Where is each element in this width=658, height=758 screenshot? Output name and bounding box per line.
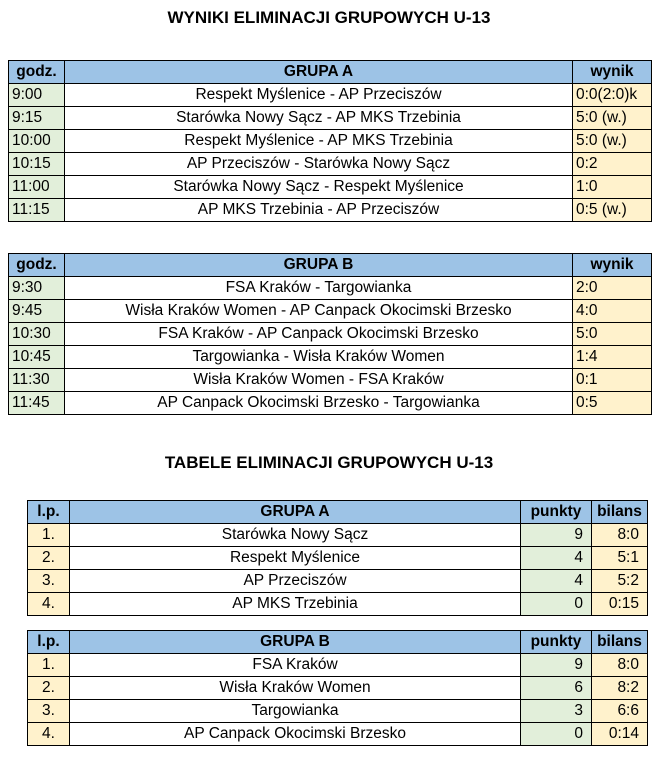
header-balance: bilans xyxy=(592,501,648,524)
match-time: 9:15 xyxy=(9,107,65,130)
team-name: FSA Kraków xyxy=(70,654,521,677)
table-row xyxy=(9,130,652,153)
match-teams: Wisła Kraków Women - FSA Kraków xyxy=(65,369,573,392)
match-time: 11:00 xyxy=(9,176,65,199)
header-position: l.p. xyxy=(28,501,70,524)
team-name: AP Przeciszów xyxy=(70,570,521,593)
points: 6 xyxy=(521,677,592,700)
table-header-row xyxy=(9,254,652,277)
group-b-matches-table xyxy=(8,253,652,415)
team-name: AP MKS Trzebinia xyxy=(70,593,521,616)
match-time: 10:30 xyxy=(9,323,65,346)
table-row xyxy=(9,107,652,130)
table-row xyxy=(9,392,652,415)
table-row xyxy=(9,84,652,107)
header-group: GRUPA A xyxy=(65,61,573,84)
points: 4 xyxy=(521,570,592,593)
match-teams: Starówka Nowy Sącz - Respekt Myślenice xyxy=(65,176,573,199)
match-result: 0:5 xyxy=(573,392,652,415)
table-header-row xyxy=(28,631,648,654)
goal-balance: 6:6 xyxy=(592,700,648,723)
position: 2. xyxy=(28,547,70,570)
points: 3 xyxy=(521,700,592,723)
points: 0 xyxy=(521,593,592,616)
match-result: 2:0 xyxy=(573,277,652,300)
header-points: punkty xyxy=(521,631,592,654)
match-teams: Targowianka - Wisła Kraków Women xyxy=(65,346,573,369)
points: 0 xyxy=(521,723,592,746)
table-header-row xyxy=(9,61,652,84)
table-row xyxy=(28,593,648,616)
match-result: 0:1 xyxy=(573,369,652,392)
match-result: 4:0 xyxy=(573,300,652,323)
match-teams: Wisła Kraków Women - AP Canpack Okocimski Brzesko xyxy=(65,300,573,323)
header-points: punkty xyxy=(521,501,592,524)
match-time: 10:15 xyxy=(9,153,65,176)
position: 1. xyxy=(28,524,70,547)
goal-balance: 8:0 xyxy=(592,524,648,547)
match-teams: Respekt Myślenice - AP MKS Trzebinia xyxy=(65,130,573,153)
position: 3. xyxy=(28,570,70,593)
header-position: l.p. xyxy=(28,631,70,654)
table-row xyxy=(28,524,648,547)
match-teams: Respekt Myślenice - AP Przeciszów xyxy=(65,84,573,107)
goal-balance: 8:2 xyxy=(592,677,648,700)
match-teams: AP Przeciszów - Starówka Nowy Sącz xyxy=(65,153,573,176)
points: 9 xyxy=(521,524,592,547)
header-time: godz. xyxy=(9,61,65,84)
position: 1. xyxy=(28,654,70,677)
table-row xyxy=(28,547,648,570)
team-name: Targowianka xyxy=(70,700,521,723)
table-row xyxy=(9,176,652,199)
match-result: 5:0 xyxy=(573,323,652,346)
table-row xyxy=(9,199,652,222)
match-result: 0:2 xyxy=(573,153,652,176)
table-row xyxy=(9,153,652,176)
match-result: 0:5 (w.) xyxy=(573,199,652,222)
match-teams: Starówka Nowy Sącz - AP MKS Trzebinia xyxy=(65,107,573,130)
team-name: Respekt Myślenice xyxy=(70,547,521,570)
match-teams: FSA Kraków - Targowianka xyxy=(65,277,573,300)
group-a-standings-table xyxy=(27,500,648,616)
tables-title: TABELE ELIMINACJI GRUPOWYCH U-13 xyxy=(164,453,494,472)
match-teams: FSA Kraków - AP Canpack Okocimski Brzesko xyxy=(65,323,573,346)
match-time: 11:30 xyxy=(9,369,65,392)
match-time: 11:15 xyxy=(9,199,65,222)
team-name: Starówka Nowy Sącz xyxy=(70,524,521,547)
header-group: GRUPA A xyxy=(70,501,521,524)
match-time: 10:00 xyxy=(9,130,65,153)
points: 4 xyxy=(521,547,592,570)
table-row xyxy=(28,723,648,746)
points: 9 xyxy=(521,654,592,677)
match-result: 1:0 xyxy=(573,176,652,199)
group-b-standings-table xyxy=(27,630,648,746)
header-result: wynik xyxy=(573,254,652,277)
goal-balance: 0:15 xyxy=(592,593,648,616)
header-group: GRUPA B xyxy=(70,631,521,654)
group-a-matches-table xyxy=(8,60,652,222)
position: 2. xyxy=(28,677,70,700)
match-time: 11:45 xyxy=(9,392,65,415)
header-time: godz. xyxy=(9,254,65,277)
table-row xyxy=(28,654,648,677)
table-row xyxy=(28,677,648,700)
position: 4. xyxy=(28,593,70,616)
table-row xyxy=(28,700,648,723)
team-name: AP Canpack Okocimski Brzesko xyxy=(70,723,521,746)
table-row xyxy=(9,277,652,300)
table-row xyxy=(9,346,652,369)
match-time: 9:30 xyxy=(9,277,65,300)
match-teams: AP Canpack Okocimski Brzesko - Targowianka xyxy=(65,392,573,415)
match-time: 9:00 xyxy=(9,84,65,107)
header-balance: bilans xyxy=(592,631,648,654)
match-result: 1:4 xyxy=(573,346,652,369)
match-time: 10:45 xyxy=(9,346,65,369)
results-title: WYNIKI ELIMINACJI GRUPOWYCH U-13 xyxy=(167,8,491,27)
match-result: 0:0(2:0)k xyxy=(573,84,652,107)
goal-balance: 5:2 xyxy=(592,570,648,593)
table-row xyxy=(9,369,652,392)
goal-balance: 0:14 xyxy=(592,723,648,746)
table-header-row xyxy=(28,501,648,524)
match-result: 5:0 (w.) xyxy=(573,130,652,153)
table-row xyxy=(9,323,652,346)
position: 3. xyxy=(28,700,70,723)
match-teams: AP MKS Trzebinia - AP Przeciszów xyxy=(65,199,573,222)
goal-balance: 5:1 xyxy=(592,547,648,570)
match-result: 5:0 (w.) xyxy=(573,107,652,130)
header-result: wynik xyxy=(573,61,652,84)
table-row xyxy=(9,300,652,323)
table-row xyxy=(28,570,648,593)
position: 4. xyxy=(28,723,70,746)
header-group: GRUPA B xyxy=(65,254,573,277)
match-time: 9:45 xyxy=(9,300,65,323)
goal-balance: 8:0 xyxy=(592,654,648,677)
team-name: Wisła Kraków Women xyxy=(70,677,521,700)
